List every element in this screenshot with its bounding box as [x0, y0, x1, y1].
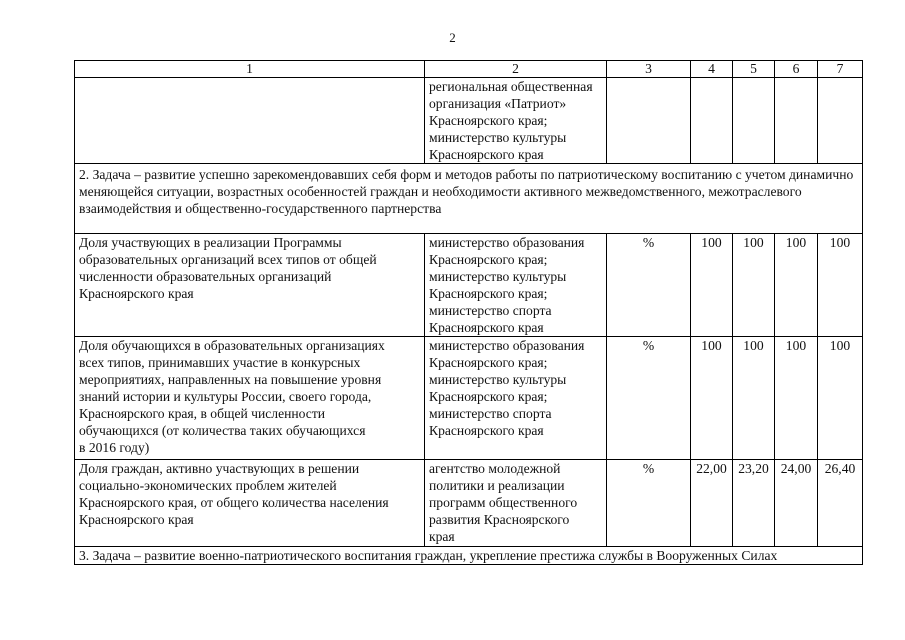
indicator-cell: Доля участвующих в реализации Программы образовательных организаций всех типов от общей численности образовательных организаций Красноярского края [75, 234, 425, 337]
table-row [75, 337, 863, 460]
task-2-text: 2. Задача – развитие успешно зарекомендовавших себя форм и методов работы по патриотическому воспитанию с учетом динамично меняющейся ситуации, возрастных особенностей граждан и необходимости активного межведомственного, межотраслевого взаимодействия и общественно-государственного партнерства [75, 164, 863, 234]
executors-cell: министерство образования Красноярского края; министерство культуры Красноярского края; министерство спорта Красноярского края [425, 337, 607, 460]
table-row [75, 460, 863, 547]
value-cell-4 [691, 78, 733, 164]
column-header-5: 5 [733, 61, 775, 78]
executors-cell: агентство молодежной политики и реализации программ общественного развития Красноярского края [425, 460, 607, 547]
unit-cell: % [607, 460, 691, 547]
value-cell-7: 26,40 [818, 460, 863, 547]
value-cell-5 [733, 78, 775, 164]
value-cell-5: 100 [733, 337, 775, 460]
column-header-7: 7 [818, 61, 863, 78]
column-header-1: 1 [75, 61, 425, 78]
value-cell-6: 24,00 [775, 460, 818, 547]
value-cell-7 [818, 78, 863, 164]
task-3-row [75, 547, 863, 565]
unit-cell: % [607, 234, 691, 337]
task-2-row [75, 164, 863, 234]
table-header-row [75, 61, 863, 78]
value-cell-6: 100 [775, 337, 818, 460]
indicators-table [74, 60, 863, 565]
value-cell-4: 100 [691, 337, 733, 460]
unit-cell: % [607, 337, 691, 460]
value-cell-5: 23,20 [733, 460, 775, 547]
value-cell-7: 100 [818, 234, 863, 337]
table-row [75, 234, 863, 337]
executors-cell: министерство образования Красноярского края; министерство культуры Красноярского края; министерство спорта Красноярского края [425, 234, 607, 337]
column-header-3: 3 [607, 61, 691, 78]
column-header-6: 6 [775, 61, 818, 78]
column-header-2: 2 [425, 61, 607, 78]
value-cell-6 [775, 78, 818, 164]
column-header-4: 4 [691, 61, 733, 78]
value-cell-7: 100 [818, 337, 863, 460]
indicator-cell: Доля обучающихся в образовательных организациях всех типов, принимавших участие в конкурсных мероприятиях, направленных на повышение уровня знаний истории и культуры России, своего города, Красноярского края, в общей численности обучающихся (от количества таких обучающихся в 2016 году) [75, 337, 425, 460]
value-cell-6: 100 [775, 234, 818, 337]
value-cell-5: 100 [733, 234, 775, 337]
table-row-continuation [75, 78, 863, 164]
page-number: 2 [449, 30, 456, 45]
indicator-cell: Доля граждан, активно участвующих в решении социально-экономических проблем жителей Красноярского края, от общего количества населения Красноярского края [75, 460, 425, 547]
executors-cell: региональная общественная организация «Патриот» Красноярского края; министерство культуры Красноярского края [425, 78, 607, 164]
value-cell-4: 22,00 [691, 460, 733, 547]
task-3-text: 3. Задача – развитие военно-патриотического воспитания граждан, укрепление престижа службы в Вооруженных Силах [75, 547, 863, 565]
unit-cell [607, 78, 691, 164]
indicator-cell [75, 78, 425, 164]
value-cell-4: 100 [691, 234, 733, 337]
